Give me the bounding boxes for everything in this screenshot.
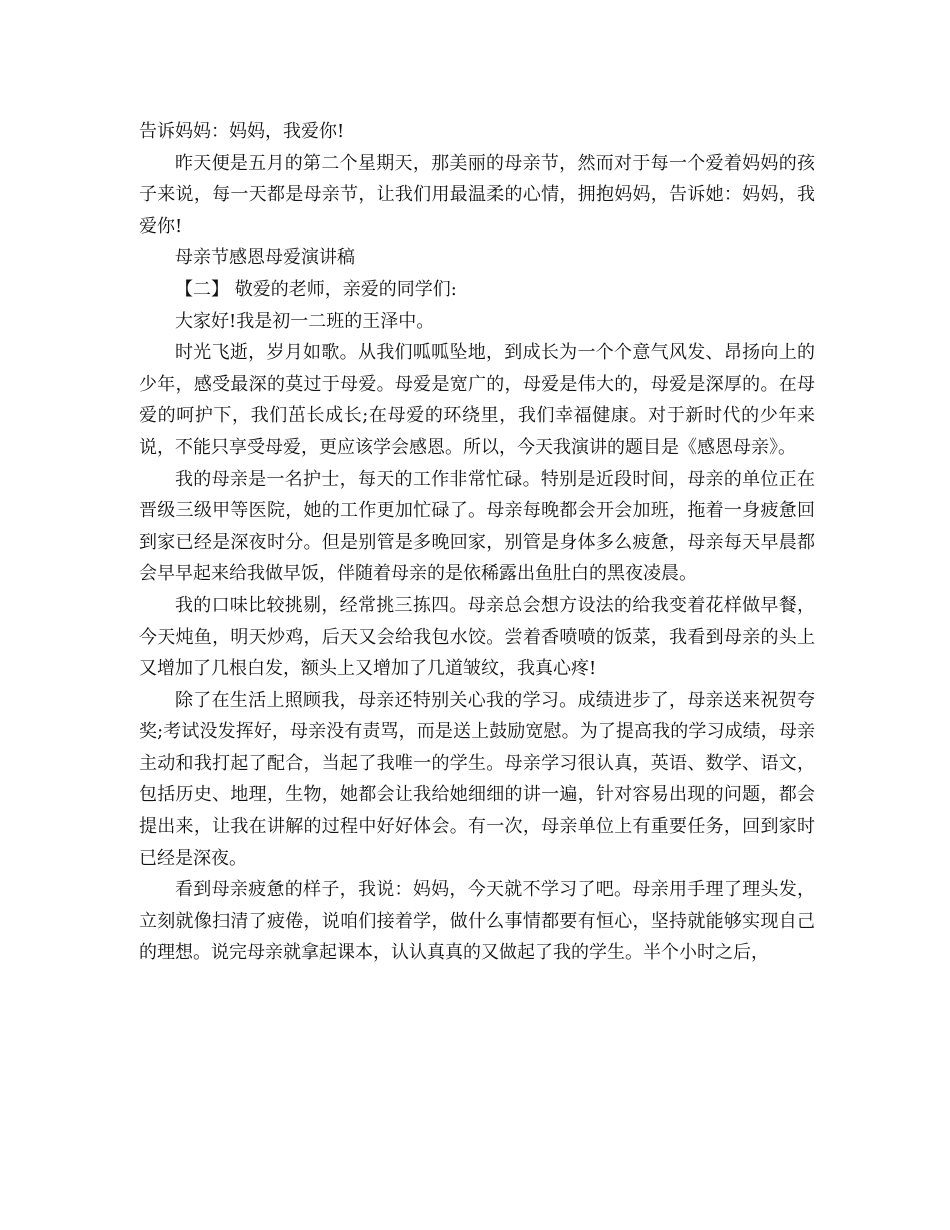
paragraph: 大家好!我是初一二班的王泽中。 [175, 310, 435, 332]
paragraph: 昨天便是五月的第二个星期天，那美丽的母亲节，然而对于每一个爱着妈妈的孩子来说，每一天都是母亲节，让我们用最温柔的心情，拥抱妈妈，告诉她：妈妈，我爱你! [139, 152, 815, 237]
paragraph: 看到母亲疲惫的样子，我说：妈妈，今天就不学习了吧。母亲用手理了理头发，立刻就像扫清了疲倦，说咱们接着学，做什么事情都要有恒心，坚持就能够实现自己的理想。说完母亲就拿起课本，认认真真的又做起了我的学生。半个小时之后， [139, 879, 815, 964]
salutation: 【二】 敬爱的老师，亲爱的同学们: [175, 278, 457, 300]
section-title: 母亲节感恩母爱演讲稿 [175, 247, 355, 269]
paragraph: 除了在生活上照顾我，母亲还特别关心我的学习。成绩进步了，母亲送来祝贺夸奖;考试没发挥好，母亲没有责骂，而是送上鼓励宽慰。为了提高我的学习成绩，母亲主动和我打起了配合，当起了我唯一的学生。母亲学习很认真，英语、数学、语文，包括历史、地理，生物，她都会让我给她细细的讲一遍，针对容易出现的问题，都会提出来，让我在讲解的过程中好好体会。有一次，母亲单位上有重要任务，回到家时已经是深夜。 [139, 689, 815, 869]
document-body [139, 116, 815, 969]
paragraph: 时光飞逝，岁月如歌。从我们呱呱坠地，到成长为一个个意气风发、昂扬向上的少年，感受最深的莫过于母爱。母爱是宽广的，母爱是伟大的，母爱是深厚的。在母爱的呵护下，我们茁长成长;在母爱的环绕里，我们幸福健康。对于新时代的少年来说，不能只享受母爱，更应该学会感恩。所以，今天我演讲的题目是《感恩母亲》。 [139, 342, 815, 458]
paragraph: 我的母亲是一名护士，每天的工作非常忙碌。特别是近段时间，母亲的单位正在晋级三级甲等医院，她的工作更加忙碌了。母亲每晚都会开会加班，拖着一身疲惫回到家已经是深夜时分。但是别管是多晚回家，别管是身体多么疲惫，母亲每天早晨都会早早起来给我做早饭，伴随着母亲的是依稀露出鱼肚白的黑夜凌晨。 [139, 468, 815, 585]
paragraph: 告诉妈妈：妈妈，我爱你! [139, 121, 345, 142]
paragraph: 我的口味比较挑剔，经常挑三拣四。母亲总会想方设法的给我变着花样做早餐，今天炖鱼，明天炒鸡，后天又会给我包水饺。尝着香喷喷的饭菜，我看到母亲的头上又增加了几根白发，额头上又增加了几道皱纹，我真心疼! [139, 594, 815, 680]
